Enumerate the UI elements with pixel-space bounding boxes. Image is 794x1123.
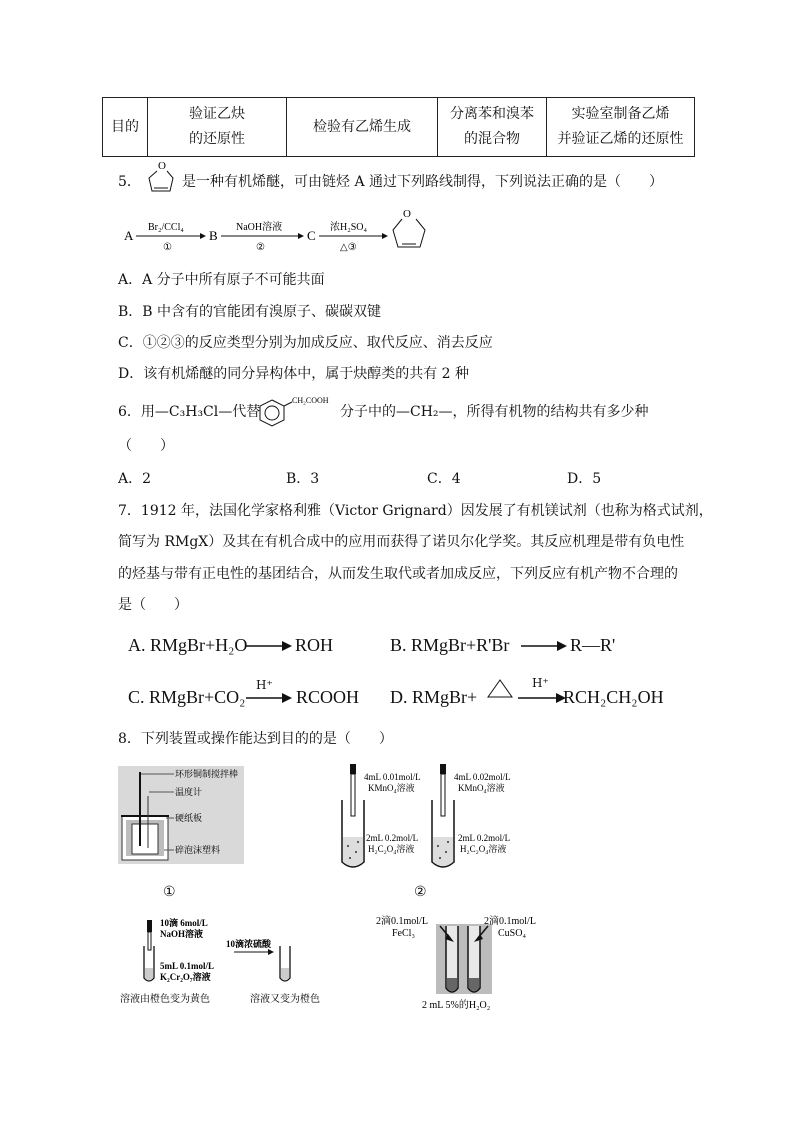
q5-option-d: D．该有机烯醚的同分异构体中，属于炔醇类的共有 2 种 [118, 366, 470, 382]
fecl3-label-1: 2滴0.1mol/L [376, 916, 428, 927]
svg-text:O: O [158, 160, 166, 172]
q6-stem-post: 分子中的—CH₂—，所得有机物的结构共有多少种 [340, 404, 649, 420]
route-A: A [124, 228, 134, 243]
route-s2: ② [256, 242, 265, 253]
left-bottom-label-2: H₂C₂O₄溶液 [368, 844, 415, 854]
calorimeter-label-stirrer: 环形铜制搅拌棒 [175, 769, 239, 779]
dihydrofuran-structure [143, 158, 183, 198]
q6-stem-pre: 6．用—C₃H₃Cl—代替 [118, 404, 261, 420]
q7-b-lhs: B. RMgBr+R'Br [390, 635, 510, 655]
calorimeter-figure [118, 766, 244, 864]
figure-1-number: ① [163, 884, 176, 900]
q7-c-lhs: C. RMgBr+CO₂ [128, 687, 246, 707]
ethylene-oxide-icon [484, 678, 516, 700]
reaction-arrow [246, 689, 294, 705]
reaction-arrow [521, 637, 569, 653]
q7-a-lhs: A. RMgBr+H₂O [128, 635, 248, 655]
q7-line-2: 简写为 RMgX）及其在有机合成中的应用而获得了诺贝尔化学奖。其反应机理是带有负电性 [118, 534, 685, 550]
q7-d-above: H⁺ [532, 676, 549, 690]
table-cell: 实验室制备乙烯 并验证乙烯的还原性 [547, 98, 695, 157]
calorimeter-label-thermometer: 温度计 [175, 787, 203, 797]
route-s3: △③ [340, 242, 357, 253]
drop-label-1: 10滴 6mol/L [160, 918, 208, 928]
q5-option-c: C．①②③的反应类型分别为加成反应、取代反应、消去反应 [118, 335, 493, 351]
q7-b-rhs: R—R' [570, 635, 616, 655]
q5-stem: 是一种有机烯醚，可由链烃 A 通过下列路线制得，下列说法正确的是（ ） [182, 174, 664, 190]
right-top-label-2: KMnO₄溶液 [458, 783, 505, 793]
sol-label-1: 5mL 0.1mol/L [160, 961, 215, 971]
sol-label-2: K₂Cr₂O₇溶液 [160, 972, 211, 982]
cuso4-label-1: 2滴0.1mol/L [484, 916, 536, 927]
q6-option-a: A．2 [118, 471, 152, 487]
phenylacetic-acid-structure [258, 392, 340, 436]
h2o2-catalysis-figure [370, 912, 560, 1012]
table-cell: 分离苯和溴苯 的混合物 [438, 98, 547, 157]
dichromate-figure [118, 912, 348, 1012]
q6-option-b: B．3 [286, 471, 320, 487]
q6-option-c: C．4 [427, 471, 461, 487]
calorimeter-label-cardboard: 硬纸板 [175, 813, 203, 823]
q5-option-a: A．A 分子中所有原子不可能共面 [118, 272, 325, 288]
calorimeter-label-foam: 碎泡沫塑料 [175, 845, 221, 855]
route-B: B [209, 228, 218, 243]
table-cell: 验证乙炔 的还原性 [148, 98, 287, 157]
purpose-table [102, 97, 695, 157]
right-top-label-1: 4mL 0.02mol/L [454, 772, 511, 782]
table-cell: 检验有乙烯生成 [287, 98, 438, 157]
q6-paren: （ ） [118, 438, 174, 454]
q6-option-d: D．5 [567, 471, 602, 487]
right-bottom-label-2: H₂C₂O₄溶液 [460, 844, 507, 854]
cuso4-label-2: CuSO₄ [498, 928, 526, 939]
right-bottom-label-1: 2mL 0.2mol/L [458, 833, 511, 843]
left-top-label-1: 4mL 0.01mol/L [364, 772, 421, 782]
caption-2: 溶液又变为橙色 [250, 994, 320, 1005]
q7-c-above: H⁺ [256, 678, 273, 692]
q5-number: 5． [118, 174, 141, 190]
q7-d-lhs: D. RMgBr+ [390, 687, 478, 707]
kmno4-tubes-figure [330, 762, 540, 872]
arrow-label: 10滴浓硫酸 [226, 939, 272, 949]
route-r3: 浓H₂SO₄ [330, 222, 367, 233]
figure-2-number: ② [414, 884, 427, 900]
q7-d-rhs: RCH₂CH₂OH [563, 687, 664, 707]
reaction-arrow [518, 689, 568, 705]
drop-label-2: NaOH溶液 [160, 929, 204, 939]
route-C: C [307, 228, 316, 243]
ring-oxygen: O [403, 208, 411, 220]
q5-route-scheme [118, 205, 458, 255]
fecl3-label-2: FeCl₃ [392, 928, 415, 939]
route-r2: NaOH溶液 [236, 222, 283, 233]
q7-line-1: 7．1912 年，法国化学家格利雅（Victor Grignard）因发展了有机镁试剂（也称为格式试剂， [118, 503, 713, 519]
left-top-label-2: KMnO₄溶液 [368, 783, 415, 793]
q8-stem: 8．下列装置或操作能达到目的的是（ ） [118, 731, 393, 747]
struct-label: CH₂COOH [292, 396, 329, 405]
q7-a-rhs: ROH [295, 635, 334, 655]
q5-option-b: B．B 中含有的官能团有溴原子、碳碳双键 [118, 304, 382, 320]
q7-line-3: 的烃基与带有正电性的基团结合，从而发生取代或者加成反应，下列反应有机产物不合理的 [118, 566, 678, 582]
route-r1: Br₂/CCl₄ [148, 222, 184, 233]
reaction-arrow [246, 637, 294, 653]
table-header: 目的 [103, 98, 148, 157]
caption-1: 溶液由橙色变为黄色 [120, 994, 210, 1005]
q7-line-4: 是（ ） [118, 597, 188, 613]
q7-c-rhs: RCOOH [296, 687, 360, 707]
left-bottom-label-1: 2mL 0.2mol/L [366, 833, 419, 843]
h2o2-label: 2 mL 5%的H₂O₂ [422, 1000, 491, 1011]
route-s1: ① [163, 242, 172, 253]
